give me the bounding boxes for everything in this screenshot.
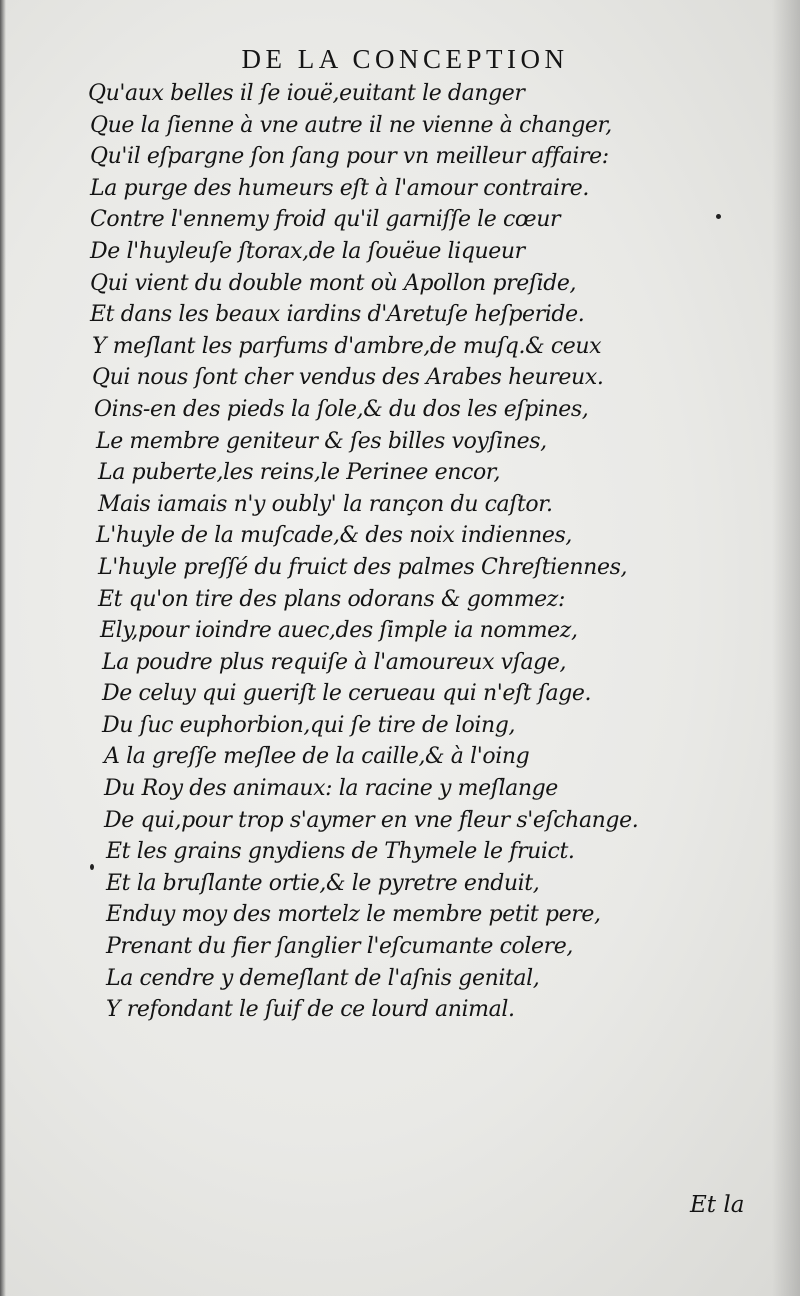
verse-line: Y refondant le ſuif de ce lourd animal. xyxy=(106,997,515,1023)
ink-speck xyxy=(90,864,94,870)
verse-line: Oins-en des pieds la ſole,& du dos les eſpines, xyxy=(94,396,589,422)
verse-line: La purge des humeurs eſt à l'amour contraire. xyxy=(90,175,590,201)
page-edge-shadow-left xyxy=(0,0,6,1296)
catchword: Et la xyxy=(690,1192,745,1218)
verse-line: Et dans les beaux iardins d'Aretuſe heſperide. xyxy=(90,302,585,328)
verse-line: La cendre y demeſlant de l'aſnis genital, xyxy=(106,965,540,991)
verse-line: Et qu'on tire des plans odorans & gommez: xyxy=(98,586,565,612)
verse-line: A la greſſe meſlee de la caille,& à l'oing xyxy=(104,744,530,770)
verse-list xyxy=(88,78,728,1026)
verse-line: Qu'aux belles il ſe iouë,euitant le danger xyxy=(88,81,525,106)
verse-line: Y meſlant les parfums d'ambre,de muſq.& ceux xyxy=(92,333,602,359)
verse-line: Du Roy des animaux: la racine y meſlange xyxy=(104,776,558,802)
verse-line: Enduy moy des mortelz le membre petit pere, xyxy=(106,902,601,928)
verse-line: La puberte,les reins,le Perinee encor, xyxy=(98,460,501,486)
verse-line: De qui,pour trop s'aymer en vne fleur s'eſchange. xyxy=(104,807,639,833)
verse-line: Et les grains gnydiens de Thymele le fruict. xyxy=(106,839,575,865)
verse-line: Ely,pour ioindre auec,des ſimple ia nommez, xyxy=(100,618,578,644)
verse-line: De celuy qui gueriſt le cerueau qui n'eſt ſage. xyxy=(102,681,592,707)
verse-line: De l'huyleuſe ſtorax,de la ſouëue liqueur xyxy=(90,238,525,264)
verse-line: Qui nous ſont cher vendus des Arabes heureux. xyxy=(92,365,604,391)
verse-line: Du ſuc euphorbion,qui ſe tire de loing, xyxy=(102,712,516,738)
verse-line: Mais iamais n'y oubly' la rançon du caſtor. xyxy=(98,491,553,517)
verse-line: Prenant du fier ſanglier l'eſcumante colere, xyxy=(106,934,573,960)
verse-line: L'huyle preſſé du fruict des palmes Chreſtiennes, xyxy=(98,554,628,580)
verse-line: Contre l'ennemy froid qu'il garniſſe le cœur xyxy=(90,207,561,233)
verse-line: La poudre plus requiſe à l'amoureux vſage, xyxy=(102,649,567,675)
running-head: DE LA CONCEPTION xyxy=(241,44,569,74)
ink-speck xyxy=(716,214,721,219)
verse-line: L'huyle de la muſcade,& des noix indiennes, xyxy=(96,523,573,549)
verse-line: Et la bruſlante ortie,& le pyretre enduit, xyxy=(106,870,540,896)
verse-line: Qui vient du double mont où Apollon preſide, xyxy=(90,270,577,296)
verse-line: Que la ſienne à vne autre il ne vienne à changer, xyxy=(90,112,612,138)
verse-line: Qu'il eſpargne ſon ſang pour vn meilleur affaire: xyxy=(90,144,609,170)
verse-line: Le membre geniteur & ſes billes voyſines, xyxy=(96,428,547,454)
